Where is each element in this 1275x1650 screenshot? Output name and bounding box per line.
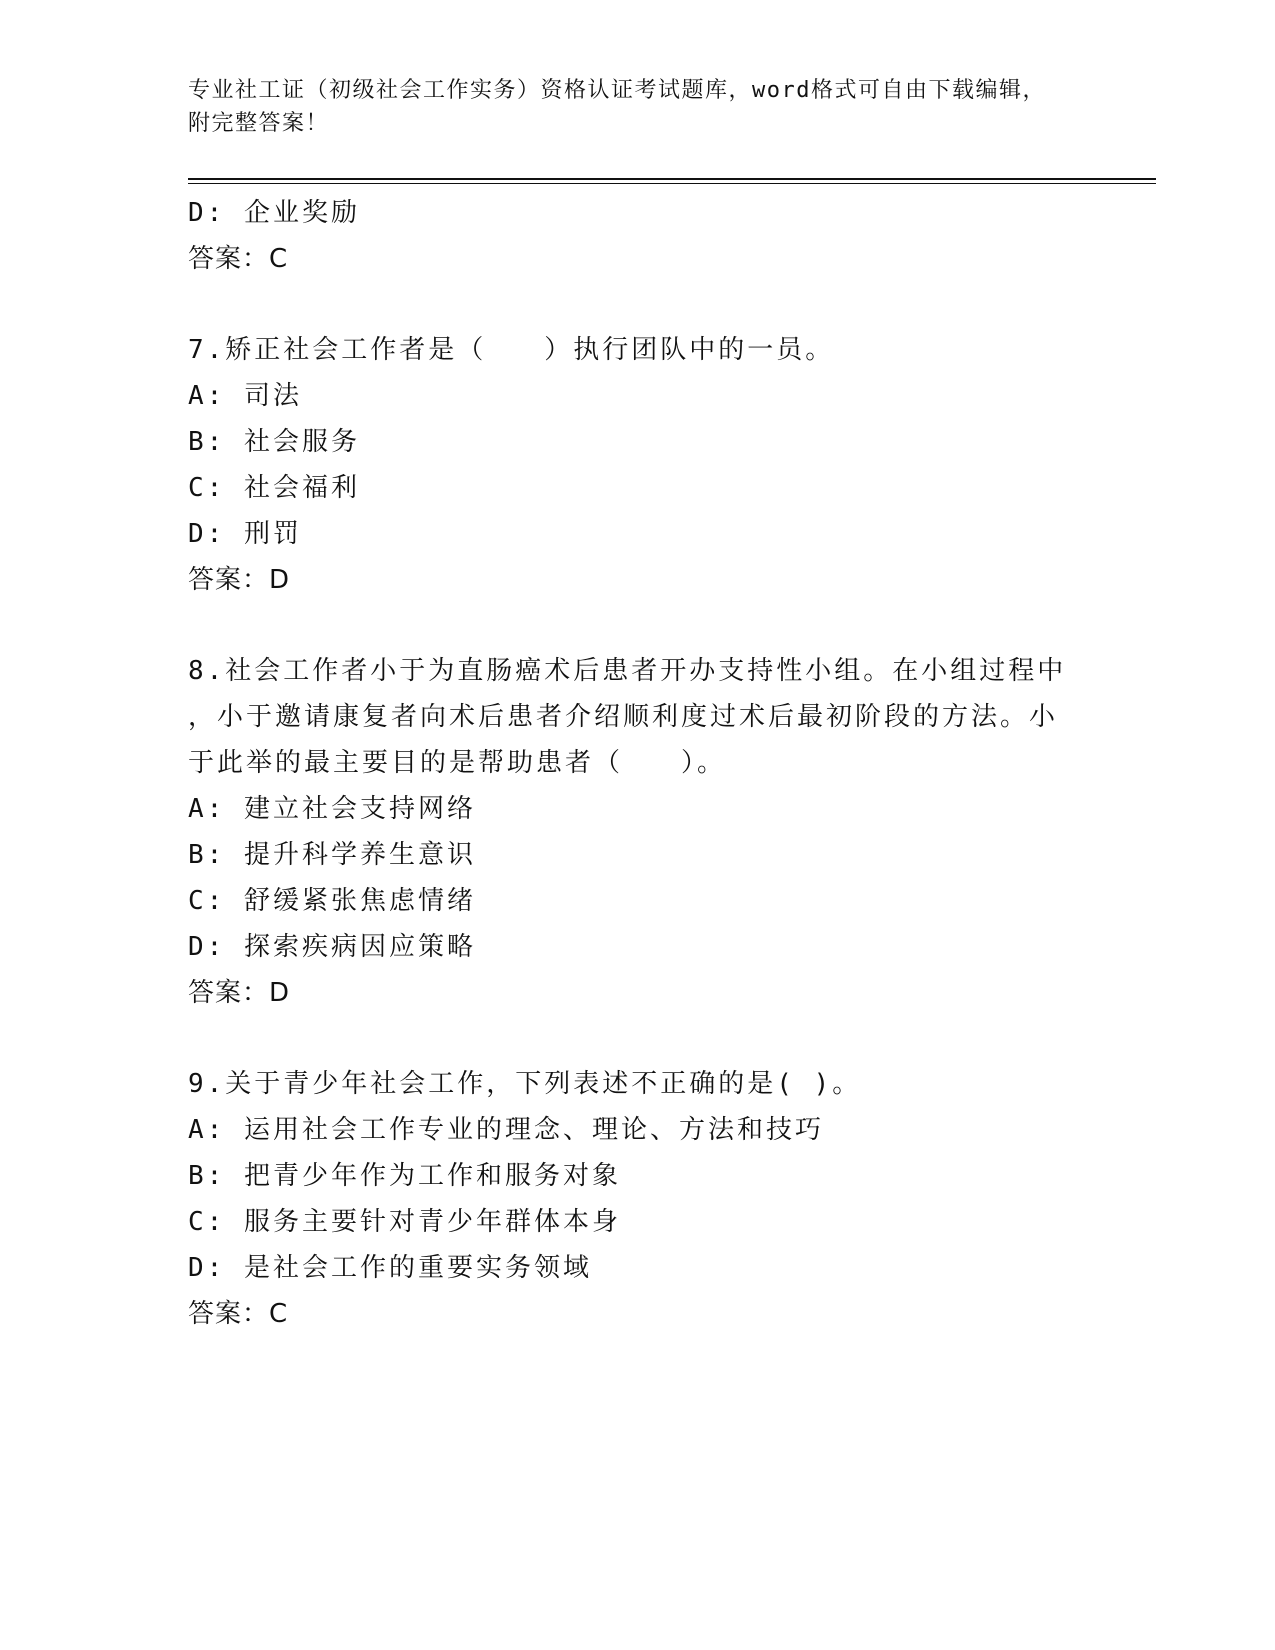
option-d: D: 探索疾病因应策略 [188, 932, 476, 962]
option-d: D: 是社会工作的重要实务领域 [188, 1253, 592, 1283]
option-b: B: 提升科学养生意识 [188, 840, 476, 870]
answer-label: 答案：D [188, 978, 291, 1008]
answer-label: 答案：C [188, 244, 289, 274]
option-c: C: 社会福利 [188, 473, 360, 503]
option-b: B: 社会服务 [188, 427, 360, 457]
question-stem-line-1: 8.社会工作者小于为直肠癌术后患者开办支持性小组。在小组过程中 [188, 656, 1067, 686]
answer-label: 答案：D [188, 565, 291, 595]
question-fragment [188, 190, 1088, 282]
question-7 [188, 327, 1088, 603]
question-stem-line-3: 于此举的最主要目的是帮助患者（ ）。 [188, 748, 727, 778]
option-d: D: 刑罚 [188, 519, 302, 549]
option-a: A: 司法 [188, 381, 302, 411]
question-stem: 9.关于青少年社会工作，下列表述不正确的是( )。 [188, 1069, 862, 1099]
option-c: C: 舒缓紧张焦虑情绪 [188, 886, 476, 916]
question-content [188, 190, 1088, 1337]
question-stem-line-2: ，小于邀请康复者向术后患者介绍顺利度过术后最初阶段的方法。小 [188, 702, 1059, 732]
page-header: 专业社工证（初级社会工作实务）资格认证考试题库，word格式可自由下载编辑，附完整答案！ [188, 78, 1046, 136]
answer-label: 答案：C [188, 1299, 289, 1329]
option-a: A: 建立社会支持网络 [188, 794, 476, 824]
option-b: B: 把青少年作为工作和服务对象 [188, 1161, 621, 1191]
option-a: A: 运用社会工作专业的理念、理论、方法和技巧 [188, 1115, 824, 1145]
header-rule-thin [188, 183, 1156, 184]
option-d: D: 企业奖励 [188, 198, 360, 228]
header-rule-thick [188, 178, 1156, 180]
question-stem: 7.矫正社会工作者是（ ）执行团队中的一员。 [188, 335, 835, 365]
question-8 [188, 648, 1088, 1016]
option-c: C: 服务主要针对青少年群体本身 [188, 1207, 621, 1237]
question-9 [188, 1061, 1088, 1337]
